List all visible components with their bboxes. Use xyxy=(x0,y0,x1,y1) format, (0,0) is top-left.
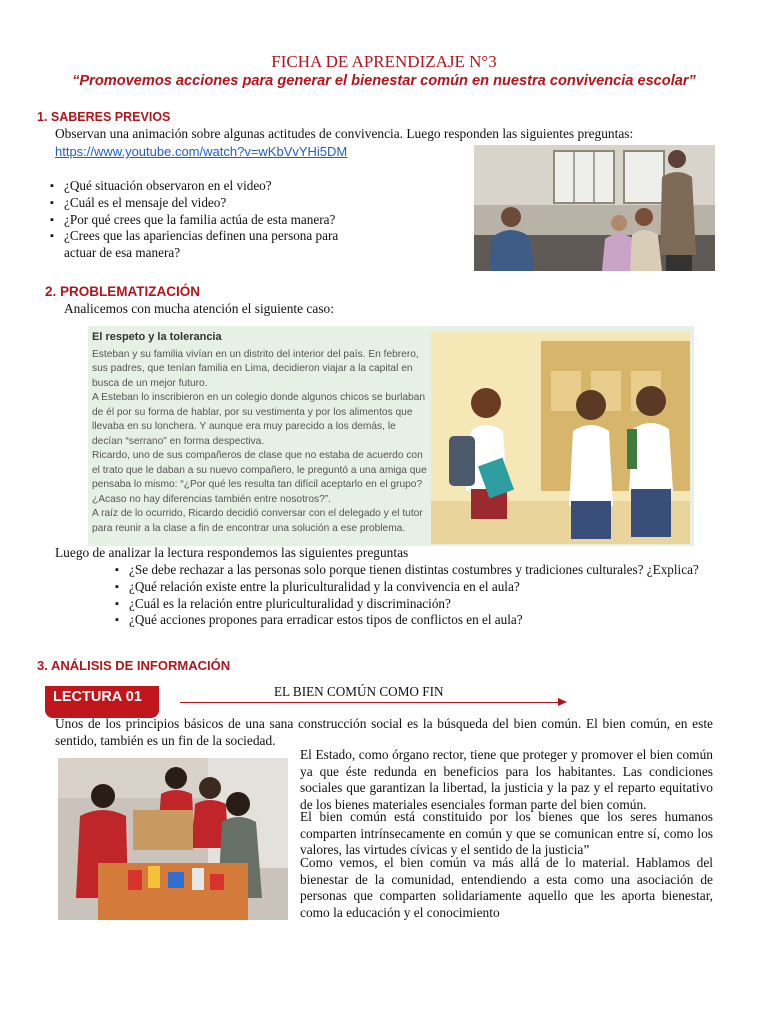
lectura-badge: LECTURA 01 xyxy=(45,686,159,718)
page-subtitle: “Promovemos acciones para generar el bienestar común en nuestra convivencia escolar” xyxy=(72,73,696,89)
students-donation-image xyxy=(58,758,288,920)
students-illustration xyxy=(431,331,690,544)
case-paragraph: A Esteban lo inscribieron en un colegio donde algunos chicos se burlaban de él por su forma de hablar, por su vestimenta y por los alimentos que llevaba en su lonchera. Y aunque era muy parecido a los demás, le decían “serrano” en forma despectiva. xyxy=(92,392,426,447)
page-title: FICHA DE APRENDIZAJE N°3 xyxy=(271,52,497,71)
lectura-title: EL BIEN COMÚN COMO FIN xyxy=(274,684,444,699)
list-item: ▪ ¿Qué acciones propones para erradicar estos tipos de conflictos en el aula? xyxy=(115,612,700,629)
arrow-head-icon xyxy=(558,698,567,706)
lectura-paragraph-1: Unos de los principios básicos de una sana construcción social es la búsqueda del bien común. El bien común, en este sentido, también es un fin de la sociedad. xyxy=(55,716,713,748)
lectura-paragraph-3: Como vemos, el bien común va más allá de lo material. Hablamos del bienestar de la comunidad, entendiendo a esta como una asociación de personas que comparten solidariamente aquello que les aporta bienestar, como la educación y el conocimiento xyxy=(300,855,713,920)
case-text xyxy=(92,330,428,536)
list-item: ▪ ¿Se debe rechazar a las personas solo porque tienen distintas costumbres y tradiciones culturales? ¿Explica? xyxy=(115,562,700,579)
problematizacion-intro: Analicemos con mucha atención el siguiente caso: xyxy=(64,301,334,316)
section-heading-saberes: 1. SABERES PREVIOS xyxy=(37,110,171,124)
after-reading-text: Luego de analizar la lectura respondemos las siguientes preguntas xyxy=(55,545,409,560)
saberes-questions xyxy=(50,178,350,262)
list-item: ▪ ¿Por qué crees que la familia actúa de esta manera? xyxy=(50,212,350,229)
family-video-image xyxy=(474,145,715,271)
case-paragraph: Esteban y su familia vivían en un distrito del interior del país. En febrero, sus padres, que tenían familia en Lima, decidieron viajar a la capital en busca de un mejor futuro. xyxy=(92,348,419,389)
saberes-intro: Observan una animación sobre algunas actitudes de convivencia. Luego responden las siguientes preguntas: xyxy=(55,126,634,141)
lectura-paragraph-2: El bien común está constituido por los bienes que los seres humanos comparten intrínsecamente en común y que se comunican entre sí, como los valores, las virtudes cívicas y el sentido de la justicia” xyxy=(300,809,713,857)
case-paragraph: A raíz de lo ocurrido, Ricardo decidió conversar con el delegado y el tutor para reunir a la clase a fin de encontrar una solución a ese problema. xyxy=(92,508,423,534)
list-item: ▪ ¿Cuál es el mensaje del video? xyxy=(50,195,350,212)
lectura-paragraph-1b: El Estado, como órgano rector, tiene que proteger y promover el bien común ya que éste redunda en beneficios para los habitantes. Las condiciones sociales que garantizan la libertad, la justicia y la paz y el reparto equitativo de los bienes materiales esenciales forman parte del bien común. xyxy=(300,747,713,812)
section-heading-analisis: 3. ANÁLISIS DE INFORMACIÓN xyxy=(37,658,231,673)
youtube-link[interactable]: https://www.youtube.com/watch?v=wKbVvYHi5DM xyxy=(55,144,348,159)
list-item: ▪ ¿Qué situación observaron en el video? xyxy=(50,178,350,195)
list-item: ▪ ¿Cuál es la relación entre pluriculturalidad y discriminación? xyxy=(115,596,700,613)
case-title: El respeto y la tolerancia xyxy=(92,331,222,343)
list-item: ▪ ¿Qué relación existe entre la pluriculturalidad y la convivencia en el aula? xyxy=(115,579,700,596)
case-paragraph: Ricardo, uno de sus compañeros de clase que no estaba de acuerdo con el trato que le daban a su nuevo compañero, le preguntó a una amiga que pensaba lo mismo: “¿Por qué les resulta tan difícil aceptarlo en el grupo? ¿Acaso no hay diferencias también entre nosotros?”. xyxy=(92,450,427,505)
arrow-line xyxy=(180,702,560,703)
list-item: ▪ ¿Crees que las apariencias definen una persona para actuar de esa manera? xyxy=(50,228,350,262)
problematizacion-questions xyxy=(115,562,700,629)
section-heading-problematizacion: 2. PROBLEMATIZACIÓN xyxy=(45,284,200,299)
